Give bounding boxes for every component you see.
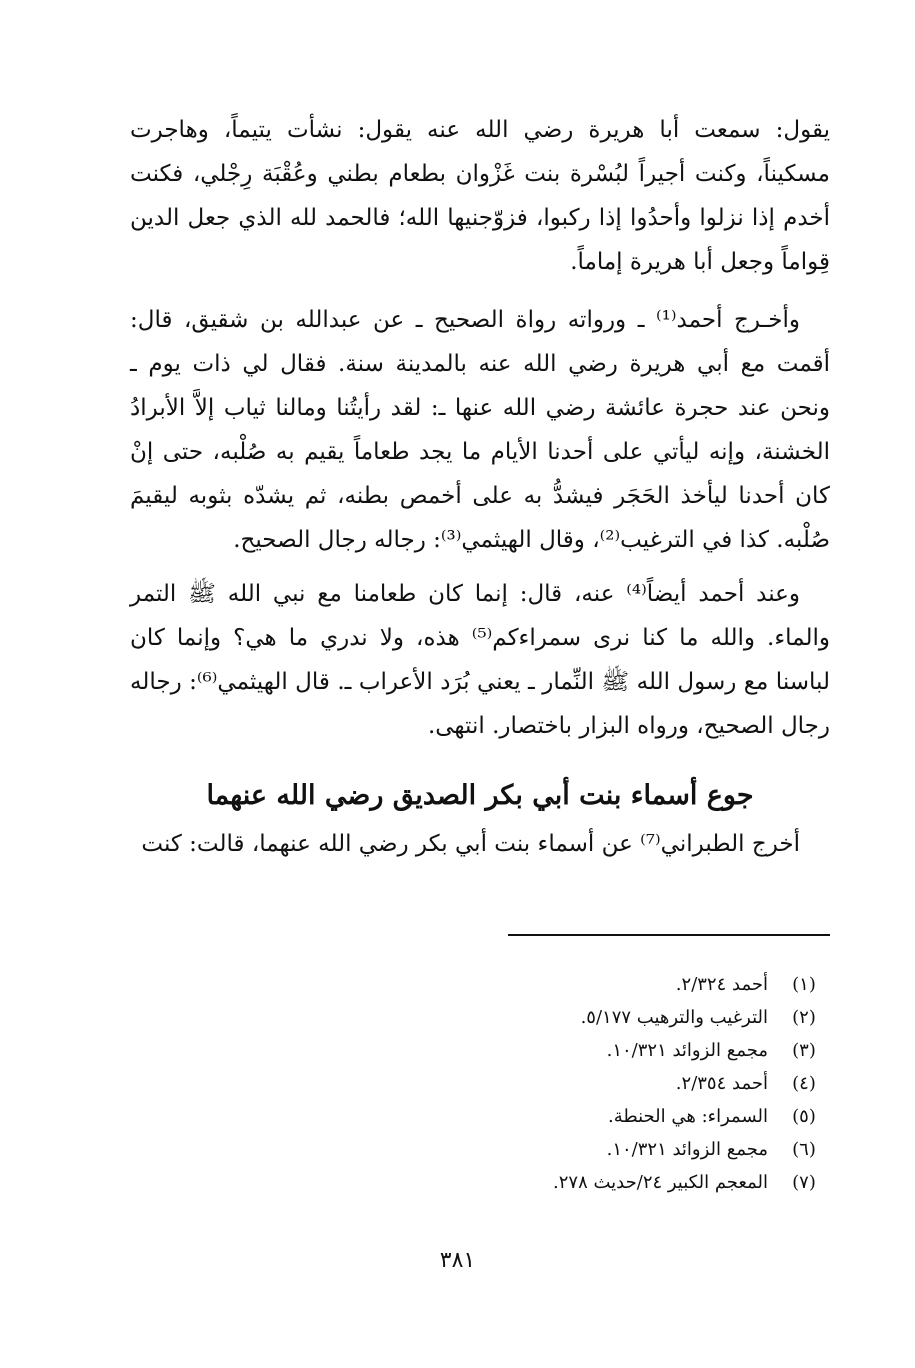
footnote-5 [200,1100,830,1133]
page-number: ٣٨١ [439,1248,476,1273]
footnote-4 [200,1067,830,1100]
footnote-text: السمراء: هي الحنطة. [607,1106,768,1127]
footnote-number: (٧) [792,1172,816,1193]
footnote-1 [200,968,830,1001]
footnote-number: (٤) [792,1073,816,1094]
footnote-text: المعجم الكبير ٢٤/حديث ٢٧٨. [553,1172,768,1193]
footnote-text: مجمع الزوائد ١٠/٣٢١. [606,1040,768,1061]
footnote-number: (١) [792,974,816,995]
footnote-number: (٣) [792,1040,816,1061]
footnote-text: أحمد ٢/٣٥٤. [675,1073,768,1094]
paragraph-1-text: يقول: سمعت أبا هريرة رضي الله عنه يقول: نشأت يتيماً، وهاجرت مسكيناً، وكنت أجيراً لبُسْرة بنت غَزْوان بطعام بطني وعُقْبَة رِجْلي، فكنت أخدم إذا نزلوا وأحدُوا إذا ركبوا، فزوّجنيها الله؛ فالحمد لله الذي جعل الدين قِواماً وجعل أبا هريرة إماماً. [130,117,830,275]
footnote-text: أحمد ٢/٣٢٤. [675,974,768,995]
footnote-3 [200,1034,830,1067]
footnote-number: (٢) [792,1007,816,1028]
footnote-7 [200,1166,830,1199]
footnote-separator [508,934,830,936]
footnote-2 [200,1001,830,1034]
paragraph-3 [130,572,830,748]
paragraph-2 [130,298,830,562]
footnote-number: (٥) [792,1106,816,1127]
paragraph-4: أخرج الطبراني⁽⁷⁾ عن أسماء بنت أبي بكر رضي الله عنهما، قالت: كنت [141,831,800,857]
paragraph-3-text: وعند أحمد أيضاً⁽⁴⁾ عنه، قال: إنما كان طعامنا مع نبي الله ﷺ التمر والماء. والله ما كنا نرى سمراءكم⁽⁵⁾ هذه، ولا ندري ما هي؟ وإنما كان لباسنا مع رسول الله ﷺ النِّمار ـ يعني بُرَد الأعراب ـ. قال الهيثمي⁽⁶⁾: رجاله رجال الصحيح، ورواه البزار باختصار. انتهى. [130,581,830,739]
footnote-number: (٦) [792,1139,816,1160]
footnotes-list [200,968,830,1199]
paragraph-1 [130,108,830,284]
footnote-text: الترغيب والترهيب ٥/١٧٧. [580,1007,768,1028]
paragraph-2-text: وأخـرج أحمد⁽¹⁾ ـ ورواته رواة الصحيح ـ عن عبدالله بن شقيق، قال: أقمت مع أبي هريرة رضي الله عنه بالمدينة سنة. فقال لي ذات يوم ـ ونحن عند حجرة عائشة رضي الله عنها ـ: لقد رأيتُنا ومالنا ثياب إلاَّ الأبرادُ الخشنة، وإنه ليأتي على أحدنا الأيام ما يجد طعاماً يقيم به صُلْبه، حتى إنْ كان أحدنا ليأخذ الحَجَر فيشدُّ به على أخمص بطنه، ثم يشدّه بثوبه ليقيمَ صُلْبه. كذا في الترغيب⁽²⁾، وقال الهيثمي⁽³⁾: رجاله رجال الصحيح. [130,307,830,553]
footnote-6 [200,1133,830,1166]
footnote-text: مجمع الزوائد ١٠/٣٢١. [606,1139,768,1160]
section-heading: جوع أسماء بنت أبي بكر الصديق رضي الله عنهما [206,780,754,811]
